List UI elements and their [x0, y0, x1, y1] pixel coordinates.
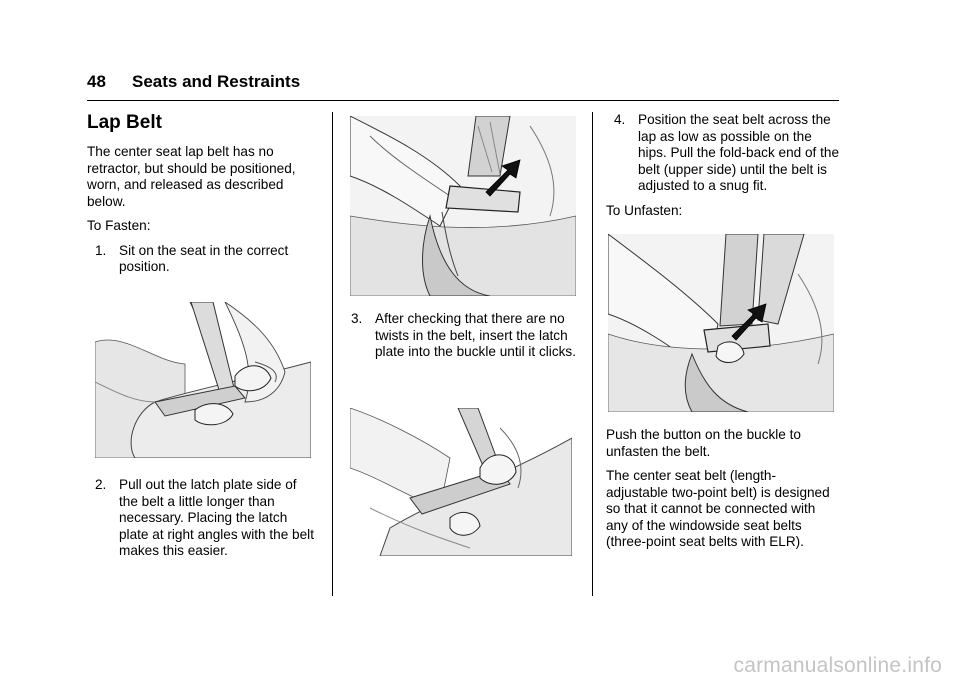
lap-belt-heading: Lap Belt	[87, 112, 162, 133]
figure-unfasten	[608, 234, 834, 412]
step-3-text: After checking that there are no twists in the belt, insert the latch plate into the buckle until it clicks.	[375, 311, 576, 359]
section-title: Seats and Restraints	[132, 72, 301, 91]
center-belt-note: The center seat belt (length-adjustable two-point belt) is designed so that it cannot be connected with any of the windowside seat belts (three-point seat belts with ELR).	[606, 468, 830, 549]
column-1-bottom	[95, 477, 317, 568]
column-3-top	[606, 112, 840, 227]
to-fasten-label: To Fasten:	[87, 218, 151, 233]
column-divider-2	[592, 112, 593, 596]
step-4-text: Position the seat belt across the lap as low as possible on the hips. Pull the fold-back end of the belt (upper side) until the belt is adjusted to a snug fit.	[638, 112, 840, 193]
step-1-number: 1.	[95, 242, 107, 258]
figure-position-lap	[350, 408, 572, 556]
step-2-text: Pull out the latch plate side of the belt a little longer than necessary. Placing the latch plate at right angles with the belt makes this easier.	[119, 477, 314, 558]
step-1	[87, 243, 315, 276]
step-2	[95, 477, 317, 560]
figure-sit-position	[95, 302, 311, 458]
step-1-text: Sit on the seat in the correct position.	[119, 242, 289, 274]
figure-insert-latch	[350, 116, 576, 296]
step-3	[351, 311, 579, 361]
watermark: carmanualsonline.info	[733, 654, 942, 677]
step-4-number: 4.	[614, 112, 626, 127]
column-2-middle	[351, 311, 579, 369]
step-3-number: 3.	[351, 311, 363, 326]
push-button-paragraph: Push the button on the buckle to unfasten the belt.	[606, 427, 801, 459]
intro-paragraph: The center seat lap belt has no retractor, but should be positioned, worn, and released as described below.	[87, 144, 296, 209]
to-unfasten-label: To Unfasten:	[606, 202, 683, 218]
step-2-number: 2.	[95, 477, 107, 492]
column-1-top	[87, 112, 315, 284]
column-divider-1	[332, 112, 333, 596]
step-4	[611, 112, 839, 195]
page-number: 48	[87, 72, 106, 91]
column-3-bottom	[606, 427, 834, 559]
page-header	[87, 70, 839, 101]
